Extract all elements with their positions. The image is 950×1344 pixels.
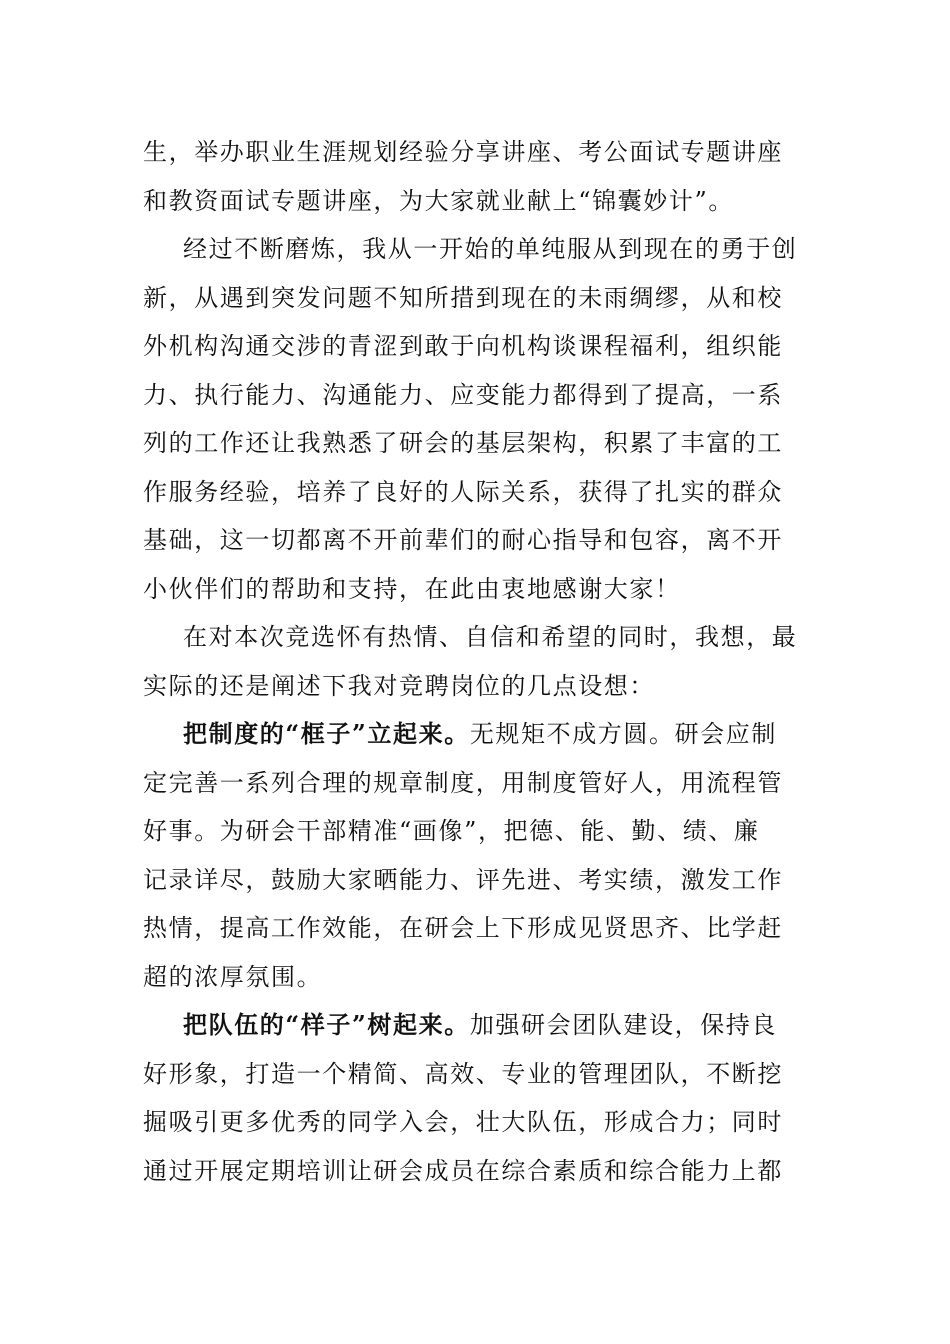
heading-continuation: 加强研会团队建设，保持良 <box>469 1011 778 1039</box>
text-line: 实际的还是阐述下我对竞聘岗位的几点设想： <box>143 671 655 700</box>
section-heading: 把队伍的“样子”树起来。 <box>183 1010 470 1039</box>
text-line: 掘吸引更多优秀的同学入会，壮大队伍，形成合力；同时 <box>143 1108 783 1136</box>
text-line: 好形象，打造一个精简、高效、专业的管理团队，不断挖 <box>143 1059 783 1088</box>
text-line: 力、执行能力、沟通能力、应变能力都得到了提高，一系 <box>143 380 783 409</box>
document-body <box>143 128 798 1195</box>
text-line: 生，举办职业生涯规划经验分享讲座、考公面试专题讲座 <box>143 138 783 166</box>
text-line: 新，从遇到突发问题不知所措到现在的未雨绸缪，从和校 <box>143 283 783 312</box>
text-line: 记录详尽，鼓励大家晒能力、评先进、考实绩，激发工作 <box>143 865 783 894</box>
text-line: 经过不断磨炼，我从一开始的单纯服从到现在的勇于创 <box>183 235 798 263</box>
text-line: 作服务经验，培养了良好的人际关系，获得了扎实的群众 <box>143 477 783 506</box>
text-line: 定完善一系列合理的规章制度，用制度管好人，用流程管 <box>143 768 783 797</box>
text-line: 和教资面试专题讲座，为大家就业献上“锦囊妙计”。 <box>143 186 734 215</box>
text-line: 外机构沟通交涉的青涩到敢于向机构谈课程福利，组织能 <box>143 332 783 360</box>
section-heading: 把制度的“框子”立起来。 <box>183 719 470 748</box>
text-line: 超的浓厚氛围。 <box>143 962 323 991</box>
heading-line <box>143 710 793 759</box>
text-line: 热情，提高工作效能，在研会上下形成见贤思齐、比学赶 <box>143 914 783 942</box>
text-line: 好事。为研会干部精准“画像”，把德、能、勤、绩、廉 <box>143 817 760 845</box>
text-line: 通过开展定期培训让研会成员在综合素质和综合能力上都 <box>143 1156 783 1185</box>
text-line: 列的工作还让我熟悉了研会的基层架构，积累了丰富的工 <box>143 429 783 457</box>
heading-continuation: 无规矩不成方圆。研会应制 <box>469 720 778 748</box>
text-line: 在对本次竞选怀有热情、自信和希望的同时，我想，最 <box>183 623 798 651</box>
text-line: 小伙伴们的帮助和支持，在此由衷地感谢大家！ <box>143 574 681 603</box>
heading-line <box>143 1001 793 1050</box>
text-line: 基础，这一切都离不开前辈们的耐心指导和包容，离不开 <box>143 526 783 554</box>
